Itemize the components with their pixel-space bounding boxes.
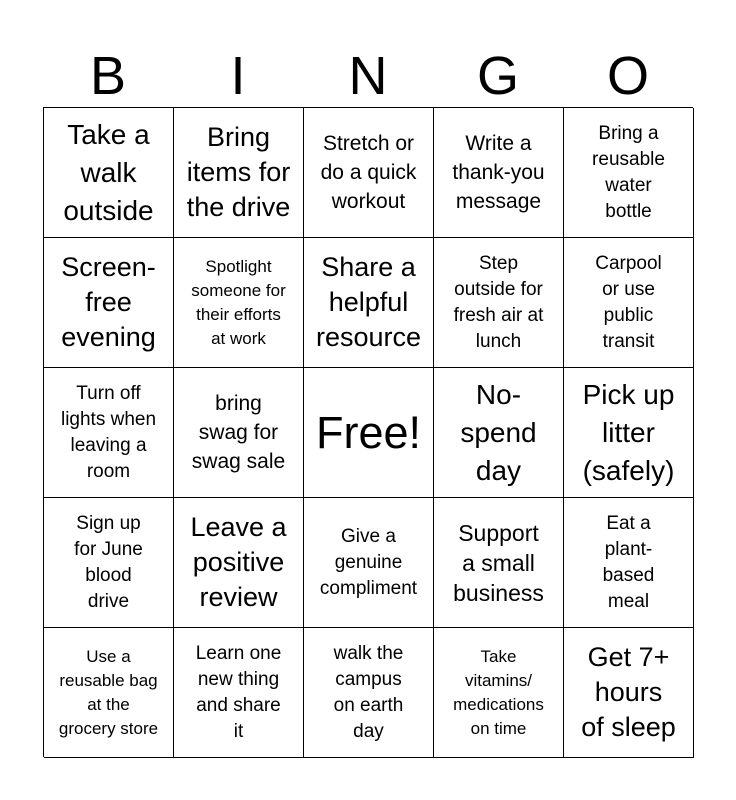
cell-text: Learn one new thing and share it bbox=[195, 642, 282, 742]
cell-text: Turn off lights when leaving a room bbox=[60, 382, 157, 482]
cell-text: Spotlight someone for their efforts at work bbox=[191, 256, 286, 348]
bingo-cell[interactable] bbox=[434, 498, 564, 628]
cell-text: Take a walk outside bbox=[63, 118, 154, 226]
bingo-cell[interactable] bbox=[434, 628, 564, 758]
bingo-cell[interactable] bbox=[434, 368, 564, 498]
bingo-cell[interactable] bbox=[174, 108, 304, 238]
bingo-cell[interactable] bbox=[304, 628, 434, 758]
bingo-cell[interactable] bbox=[564, 368, 694, 498]
bingo-cell[interactable] bbox=[174, 238, 304, 368]
bingo-cell[interactable] bbox=[564, 498, 694, 628]
cell-text: bring swag for swag sale bbox=[191, 392, 286, 473]
cell-text: Screen- free evening bbox=[61, 252, 156, 352]
cell-text: Use a reusable bag at the grocery store bbox=[58, 646, 159, 738]
bingo-cell[interactable] bbox=[564, 238, 694, 368]
bingo-cell[interactable] bbox=[44, 368, 174, 498]
bingo-board bbox=[43, 107, 693, 757]
header-letter-b: B bbox=[89, 46, 127, 106]
cell-text: No- spend day bbox=[460, 378, 537, 486]
cell-text: Leave a positive review bbox=[190, 512, 287, 612]
cell-text: Pick up litter (safely) bbox=[582, 378, 675, 486]
cell-text: Step outside for fresh air at lunch bbox=[453, 252, 544, 352]
bingo-cell[interactable] bbox=[174, 498, 304, 628]
bingo-header bbox=[43, 44, 693, 108]
bingo-cell[interactable] bbox=[304, 238, 434, 368]
cell-text: Get 7+ hours of sleep bbox=[581, 642, 676, 742]
cell-text: walk the campus on earth day bbox=[333, 642, 404, 742]
cell-text: Bring items for the drive bbox=[186, 122, 291, 222]
bingo-cell[interactable] bbox=[44, 628, 174, 758]
bingo-cell[interactable] bbox=[304, 108, 434, 238]
cell-text: Support a small business bbox=[453, 519, 544, 606]
bingo-cell[interactable] bbox=[44, 238, 174, 368]
header-letter-i: I bbox=[230, 46, 246, 106]
cell-text: Stretch or do a quick workout bbox=[320, 132, 417, 213]
cell-text: Carpool or use public transit bbox=[595, 252, 662, 352]
cell-text: Give a genuine compliment bbox=[319, 525, 418, 599]
cell-text: Write a thank-you message bbox=[452, 132, 545, 213]
bingo-cell[interactable] bbox=[44, 498, 174, 628]
cell-text: Take vitamins/ medications on time bbox=[453, 646, 544, 738]
cell-text: Bring a reusable water bottle bbox=[592, 122, 665, 222]
bingo-cell[interactable] bbox=[564, 108, 694, 238]
cell-text: Eat a plant- based meal bbox=[602, 512, 655, 612]
header-letter-g: G bbox=[476, 46, 519, 106]
bingo-cell[interactable] bbox=[44, 108, 174, 238]
header-letter-n: N bbox=[348, 46, 388, 106]
free-space-cell[interactable] bbox=[304, 368, 434, 498]
bingo-cell[interactable] bbox=[174, 368, 304, 498]
free-space-text: Free! bbox=[315, 406, 422, 458]
bingo-cell[interactable] bbox=[564, 628, 694, 758]
bingo-cell[interactable] bbox=[434, 238, 564, 368]
cell-text: Share a helpful resource bbox=[315, 252, 422, 352]
bingo-cell[interactable] bbox=[434, 108, 564, 238]
bingo-cell[interactable] bbox=[304, 498, 434, 628]
cell-text: Sign up for June blood drive bbox=[74, 512, 143, 612]
bingo-cell[interactable] bbox=[174, 628, 304, 758]
header-letter-o: O bbox=[606, 46, 649, 106]
